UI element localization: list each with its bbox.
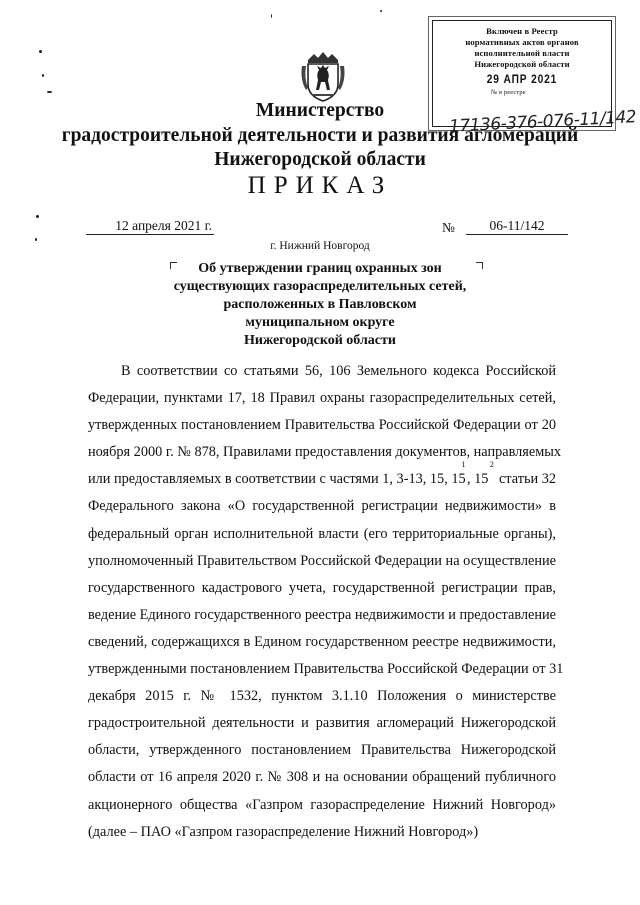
body-line [88,460,556,493]
body-line: ведение Единого государственного реестра недвижимости и предоставление [88,606,557,623]
body-line: утвержденными постановлением Правительства Российской Федерации от 31 [88,661,564,678]
subject-line: муниципальном округе [245,315,395,330]
body-line: декабря 2015 г. № 1532, пунктом 3.1.10 Положения о министерстве [88,688,556,705]
stamp-line-4: Нижегородской области [474,59,570,69]
body-line: Федерального закона «О государственной регистрации недвижимости» в [88,498,556,515]
body-line: области, утвержденного постановлением Правительства Нижегородской [88,742,556,759]
body-line: (далее – ПАО «Газпром газораспределение Нижний Новгород») [88,823,479,840]
document-type-title: ПРИКАЗ [247,172,393,199]
body-line-segment: или предоставляемых в соответствии с частями 1, 3-13, 15, 15 [88,471,466,488]
handwritten-registry-number: 17136-376-076-11/142 [448,107,637,137]
body-line: федеральный орган исполнительной власти (его территориальные органы), [88,525,556,542]
order-body-text [88,358,564,846]
stamp-registry-label: № в реестре [491,89,526,96]
body-line: В соответствии со статьями 56, 106 Земельного кодекса Российской [121,363,556,379]
superscript: 1 [461,460,466,470]
body-line-segment: , 15 [466,471,489,488]
body-line: ноября 2000 г. № 878, Правилами предоставления документов, направляемых [88,444,562,461]
body-line: градостроительной деятельности и развития агломераций Нижегородской [88,715,556,732]
ministry-name-line-1: Министерство [255,100,385,121]
order-number: 06-11/142 [466,218,568,235]
order-date: 12 апреля 2021 г. [86,218,214,235]
body-line: акционерного общества «Газпром газораспределение Нижний Новгород» [88,796,556,813]
coat-of-arms-icon [300,50,346,104]
body-line: утвержденных постановлением Правительства Российской Федерации от 20 [88,417,556,434]
stamp-line-3: исполнительной власти [474,48,570,58]
stamp-line-2: нормативных актов органов [465,37,579,47]
stamp-date: 29 АПР 2021 [486,72,558,86]
ministry-name-line-3: Нижегородской области [214,149,426,170]
subject-line: Об утверждении границ охранных зон [198,261,442,276]
subject-line: Нижегородской области [244,333,396,348]
order-subject [0,260,640,350]
stamp-line-1: Включен в Реестр [486,26,558,36]
order-number-sign: № [442,220,455,235]
body-line: уполномоченный Правительством Российской Федерации на осуществление [88,552,556,569]
body-line: Федерации, пунктами 17, 18 Правил охраны газораспределительных сетей, [88,390,556,407]
body-line-segment: статьи 32 [495,471,556,488]
body-line: сведений, содержащихся в Едином государственном реестре недвижимости, [88,633,556,650]
body-line: государственного кадастрового учета, государственной регистрации прав, [88,579,556,596]
subject-line: расположенных в Павловском [223,297,417,312]
city-name: г. Нижний Новгород [270,240,370,252]
body-line: области от 16 апреля 2020 г. № 308 и на основании обращений публичного [88,769,556,786]
subject-line: существующих газораспределительных сетей, [173,279,467,294]
superscript: 2 [489,460,494,470]
ministry-name-line-2: градостроительной деятельности и развития агломераций [61,125,579,146]
